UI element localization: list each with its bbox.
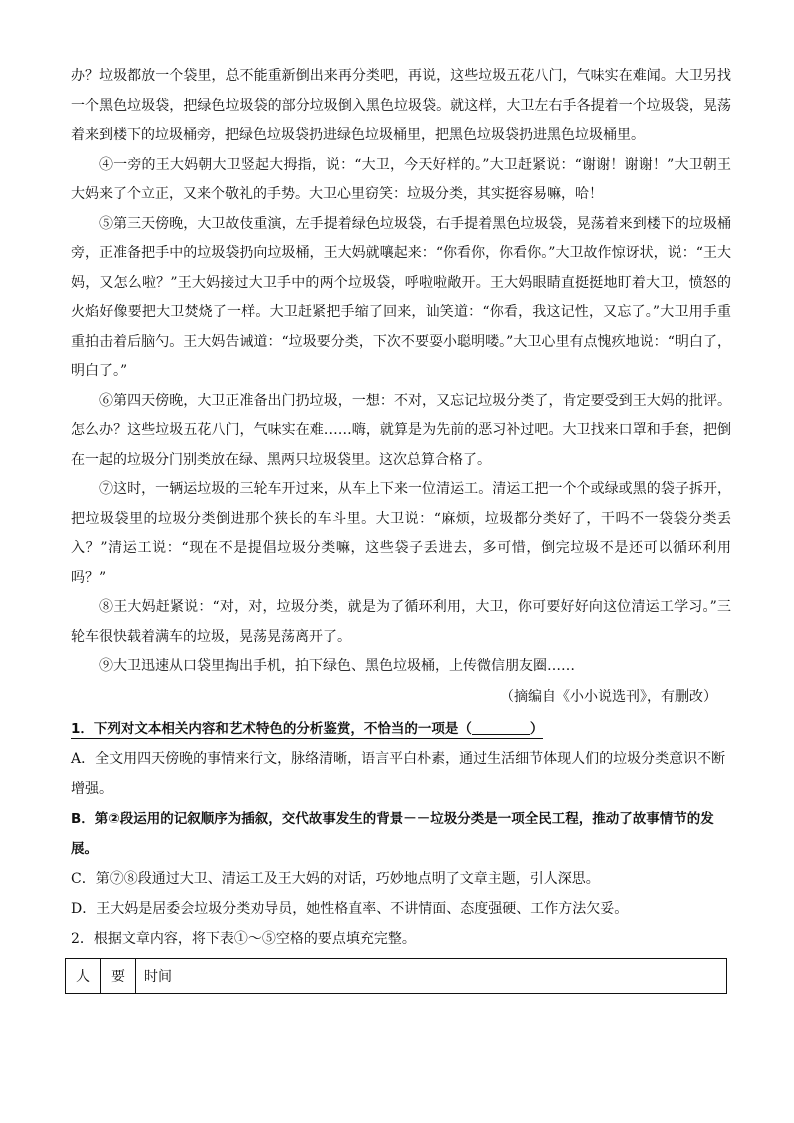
table-row [66,958,727,993]
option-a: A．全文用四天傍晚的事情来行文，脉络清晰，语言平白朴素，通过生活细节体现人们的垃圾分类意识不断增强。 [71,750,726,797]
option-d: D．王大妈是居委会垃圾分类劝导员，她性格直率、不讲情面、态度强硬、工作方法欠妥。 [71,900,629,917]
answer-blank[interactable] [472,720,530,735]
question-1 [71,714,731,924]
table-cell: 人 [66,958,101,993]
paragraph: ④一旁的王大妈朝大卫竖起大拇指，说：“大卫，今天好样的。”大卫赶紧说：“谢谢！谢谢！”大卫朝王大妈来了个立正，又来个敬礼的手势。大卫心里窃笑：垃圾分类，其实挺容易嘛，哈！ [71,156,731,202]
table-cell: 时间 [136,958,727,993]
question-2-title: 2．根据文章内容，将下表①～⑤空格的要点填充完整。 [71,930,416,947]
document-page [71,62,731,994]
question-1-stem: 1．下列对文本相关内容和艺术特色的分析鉴赏，不恰当的一项是（ [71,720,472,737]
option-c: C．第⑦⑧段通过大卫、清运工及王大妈的对话，巧妙地点明了文章主题，引人深思。 [71,870,600,887]
paragraph: ⑥第四天傍晚，大卫正准备出门扔垃圾，一想：不对，又忘记垃圾分类了，肯定要受到王大妈的批评。怎么办？这些垃圾五花八门，气味实在难……嗨，就算是为先前的恶习补过吧。大卫找来口罩和手套，把倒在一起的垃圾分门别类放在绿、黑两只垃圾袋里。这次总算合格了。 [71,392,731,468]
paragraph: ⑤第三天傍晚，大卫故伎重演，左手提着绿色垃圾袋，右手提着黑色垃圾袋，晃荡着来到楼下的垃圾桶旁，正准备把手中的垃圾袋扔向垃圾桶，王大妈就嚷起来：“你看你，你看你。”大卫故作惊讶状，说：“王大妈，又怎么啦？”王大妈接过大卫手中的两个垃圾袋，呼啦啦敞开。王大妈眼睛直挺挺地盯着大卫，愤怒的火焰好像要把大卫焚烧了一样。大卫赶紧把手缩了回来，讪笑道：“你看，我这记性，又忘了。”大卫用手重重拍击着后脑勺。王大妈告诫道：“垃圾要分类，下次不要耍小聪明喽。”大卫心里有点愧疚地说：“明白了，明白了。” [71,215,731,379]
question-2 [71,924,731,994]
question-1-title [71,714,731,744]
option-b: B．第②段运用的记叙顺序为插叙，交代故事发生的背景－－垃圾分类是一项全民工程，推动了故事情节的发展。 [71,810,714,857]
source-citation: （摘编自《小小说选刊》，有删改） [500,688,717,705]
paragraph: ⑨大卫迅速从口袋里掏出手机，拍下绿色、黑色垃圾桶，上传微信朋友圈…… [99,658,575,674]
paragraph: ⑧王大妈赶紧说：“对，对，垃圾分类，就是为了循环利用，大卫，你可要好好向这位清运工学习。”三轮车很快载着满车的垃圾，晃荡晃荡离开了。 [71,599,731,645]
table-cell: 要 [101,958,136,993]
passage [71,62,731,682]
question-1-close: ） [529,720,544,737]
paragraph: 办？垃圾都放一个袋里，总不能重新倒出来再分类吧，再说，这些垃圾五花八门，气味实在难闻。大卫另找一个黑色垃圾袋，把绿色垃圾袋的部分垃圾倒入黑色垃圾袋。就这样，大卫左右手各提着一个垃圾袋，晃荡着来到楼下的垃圾桶旁，把绿色垃圾袋扔进绿色垃圾桶里，把黑色垃圾袋扔进黑色垃圾桶里。 [71,68,731,143]
paragraph: ⑦这时，一辆运垃圾的三轮车开过来，从车上下来一位清运工。清运工把一个个或绿或黑的袋子拆开，把垃圾袋里的垃圾分类倒进那个狭长的车斗里。大卫说：“麻烦，垃圾都分类好了，干吗不一袋袋分类丢入？”清运工说：“现在不是提倡垃圾分类嘛，这些袋子丢进去，多可惜，倒完垃圾不是还可以循环利用吗？” [71,481,731,586]
answer-table [65,958,727,994]
